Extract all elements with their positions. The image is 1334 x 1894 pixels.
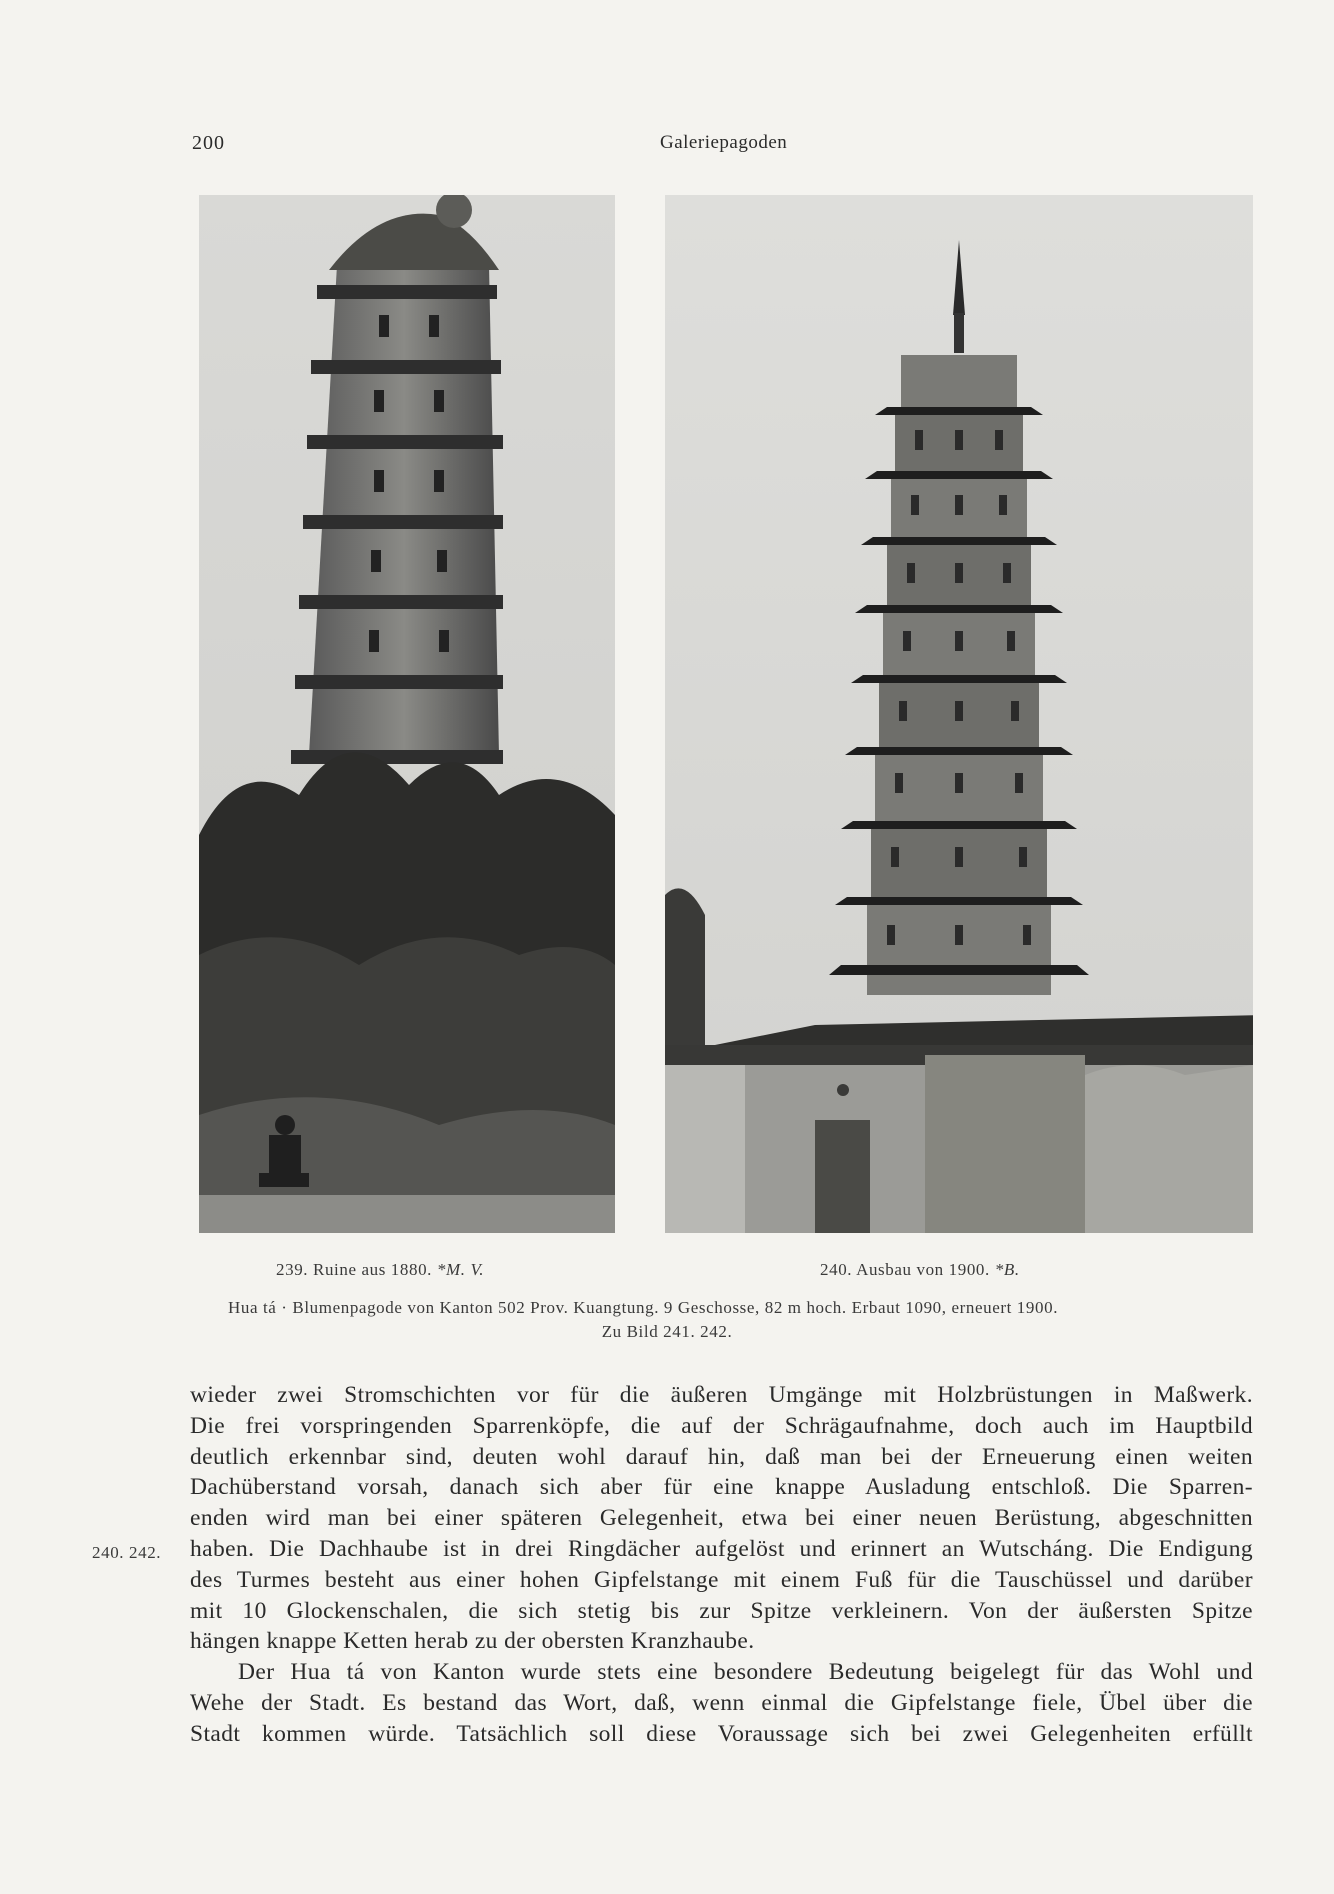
caption-240-number: 240. — [820, 1260, 853, 1279]
caption-fig-240 — [820, 1260, 1020, 1280]
text-line: Stadt kommen würde. Tatsächlich soll diese Voraussage sich bei zwei Gelegenheiten erfüllt — [190, 1720, 1253, 1747]
text-line: Dachüberstand vorsah, danach sich aber für eine knappe Ausladung entschloß. Die Sparren- — [190, 1474, 1253, 1501]
caption-240-credit: *B. — [994, 1260, 1020, 1279]
caption-239-number: 239. — [276, 1260, 309, 1279]
photo-pagoda-ruin-1880 — [199, 195, 615, 1233]
page-number: 200 — [192, 132, 225, 154]
text-line: deutlich erkennbar sind, deuten wohl darauf hin, daß man bei der Erneuerung einen weiten — [190, 1443, 1253, 1470]
running-title: Galeriepagoden — [660, 132, 788, 153]
text-line: hängen knappe Ketten herab zu der obersten Kranzhaube. — [190, 1628, 755, 1655]
text-line: Die frei vorspringenden Sparrenköpfe, die auf der Schrägaufnahme, doch auch im Hauptbild — [190, 1412, 1253, 1439]
text-line: haben. Die Dachhaube ist in drei Ringdächer aufgelöst und erinnert an Wutscháng. Die Endigung — [190, 1535, 1253, 1562]
margin-figure-reference: 240. 242. — [92, 1543, 162, 1562]
text-line: des Turmes besteht aus einer hohen Gipfelstange mit einem Fuß für die Tauschüssel und darüber — [190, 1566, 1253, 1593]
shared-caption: Hua tá · Blumenpagode von Kanton 502 Prov. Kuangtung. 9 Geschosse, 82 m hoch. Erbaut 1090, erneuert 1900. — [228, 1298, 1059, 1317]
text-line: enden wird man bei einer späteren Gelegenheit, etwa bei einer neuen Berüstung, abgeschnitten — [190, 1505, 1253, 1532]
text-line: Wehe der Stadt. Es bestand das Wort, daß, wenn einmal die Gipfelstange fiele, Übel über die — [190, 1689, 1253, 1716]
photo-pagoda-restored-1900 — [665, 195, 1253, 1233]
body-text — [190, 1380, 1253, 1750]
text-line: mit 10 Glockenschalen, die sich stetig bis zur Spitze verkleinern. Von der äußersten Spitze — [190, 1597, 1253, 1624]
caption-239-text: Ruine aus 1880. — [313, 1260, 433, 1279]
caption-240-text: Ausbau von 1900. — [856, 1260, 990, 1279]
caption-239-credit: *M. V. — [436, 1260, 485, 1279]
shared-caption-reference: Zu Bild 241. 242. — [601, 1322, 733, 1341]
text-line: Der Hua tá von Kanton wurde stets eine besondere Bedeutung beigelegt für das Wohl und — [238, 1659, 1253, 1686]
caption-fig-239 — [276, 1260, 484, 1280]
text-line: wieder zwei Stromschichten vor für die äußeren Umgänge mit Holzbrüstungen in Maßwerk. — [190, 1382, 1253, 1408]
